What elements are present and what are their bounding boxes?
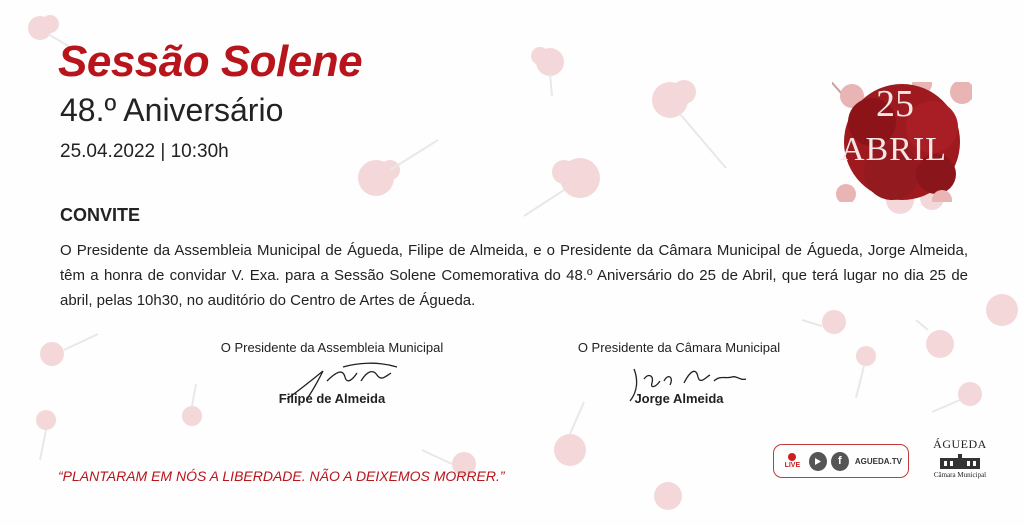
municipal-logo [920,438,1000,486]
slogan: “PLANTARAM EM NÓS A LIBERDADE. NÃO A DEIXEMOS MORRER.” [58,468,505,484]
carnation-icon [30,330,100,380]
carnation-icon [520,38,580,98]
signature-block [210,340,454,406]
live-icon [788,453,796,461]
logo-top-text: ÁGUEDA [933,437,987,451]
carnation-icon [844,340,884,400]
logo-bottom-text: Câmara Municipal [933,471,987,479]
event-datetime: 25.04.2022 | 10:30h [60,141,229,162]
live-link[interactable] [780,453,805,469]
25-abril-badge [832,82,972,202]
social-links-box [773,444,909,478]
badge-day: 25 [876,83,914,125]
carnation-icon [930,378,990,418]
youtube-icon[interactable] [809,452,827,471]
carnation-icon [540,400,600,480]
signature-block [566,340,792,406]
invitation-body: O Presidente da Assembleia Municipal de Águeda, Filipe de Almeida, e o Presidente da Câmara Municipal de Águeda, Jorge Almeida, têm a honra de convidar V. Exa. para a Sessão Solene Comemorativa do 48.º Aniversário do 25 de Abril, que terá lugar no dia 25 de abril, pelas 10h30, no auditório do Centro de Artes de Águeda. [60,242,968,309]
signature-role: O Presidente da Assembleia Municipal [220,340,444,355]
carnation-icon [520,150,610,220]
carnation-icon [350,126,440,206]
anniversary-subtitle: 48.º Aniversário [60,92,284,128]
carnation-icon [980,280,1024,340]
badge-month: ABRIL [840,131,947,168]
signature-role: O Presidente da Câmara Municipal [577,340,781,355]
signature-name: Filipe de Almeida [278,391,386,406]
invitation-heading: CONVITE [60,205,141,225]
carnation-icon [910,318,960,368]
carnation-icon [26,404,66,464]
signature-name: Jorge Almeida [634,391,724,406]
carnation-icon [640,474,700,514]
page-title: Sessão Solene [58,37,363,86]
live-label: LIVE [784,462,801,469]
site-link[interactable]: AGUEDA.TV [854,456,903,466]
facebook-icon[interactable]: f [831,452,849,471]
town-hall-icon [938,452,982,470]
carnation-icon [640,70,730,170]
